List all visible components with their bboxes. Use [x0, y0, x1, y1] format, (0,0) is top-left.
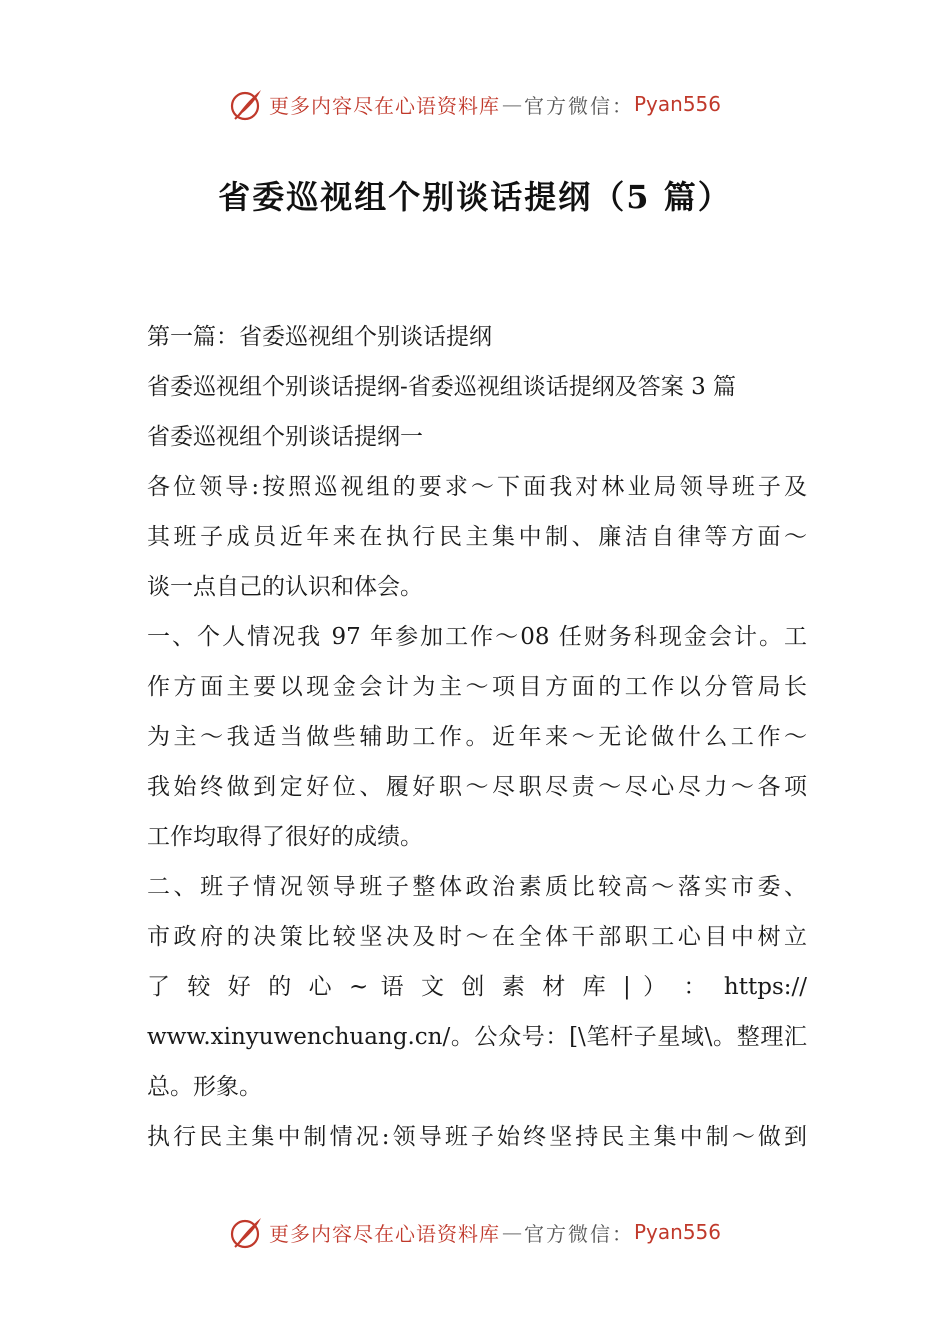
body-line: 执行民主集中制情况:领导班子始终坚持民主集中制～做到 — [147, 1124, 807, 1150]
body-line: 一、个人情况我 97 年参加工作～08 任财务科现金会计。工 — [147, 624, 807, 650]
body-line: 为主～我适当做些辅助工作。近年来～无论做什么工作～ — [147, 724, 807, 750]
body-line: 谈一点自己的认识和体会。 — [147, 574, 423, 600]
banner-wechat-id: Pyan556 — [633, 92, 721, 116]
banner-official-label: 官方微信： — [523, 1221, 634, 1246]
banner-official-label: 官方微信： — [523, 93, 634, 118]
body-line: 省委巡视组个别谈话提纲-省委巡视组谈话提纲及答案 3 篇 — [147, 374, 737, 400]
body-line: 我始终做到定好位、履好职～尽职尽责～尽心尽力～各项 — [147, 774, 807, 800]
body-line: 省委巡视组个别谈话提纲一 — [147, 424, 423, 450]
body-line: 工作均取得了很好的成绩。 — [147, 824, 423, 850]
banner-separator: — — [501, 1220, 522, 1244]
body-line: 市政府的决策比较坚决及时～在全体干部职工心目中树立 — [147, 924, 807, 950]
banner-brand-text: 更多内容尽在心语资料库 — [268, 93, 500, 118]
banner-brand-text: 更多内容尽在心语资料库 — [268, 1221, 500, 1246]
quill-logo-icon — [229, 1214, 265, 1250]
body-line: 作方面主要以现金会计为主～项目方面的工作以分管局长 — [147, 674, 807, 700]
quill-logo-icon — [229, 86, 265, 122]
body-line: 二、班子情况领导班子整体政治素质比较高～落实市委、 — [147, 874, 807, 900]
body-line: 总。形象。 — [147, 1074, 262, 1100]
body-line: 各位领导:按照巡视组的要求～下面我对林业局领导班子及 — [147, 474, 807, 500]
body-line: 其班子成员近年来在执行民主集中制、廉洁自律等方面～ — [147, 524, 807, 550]
header-watermark-banner — [0, 84, 950, 124]
banner-wechat-id: Pyan556 — [633, 1220, 721, 1244]
body-line-with-link: 了 较 好 的 心 ~ 语 文 创 素 材 库 | ） ： https:// — [147, 974, 807, 1000]
document-title: 省委巡视组个别谈话提纲（5 篇） — [218, 178, 732, 216]
body-line: 第一篇：省委巡视组个别谈话提纲 — [147, 324, 492, 350]
banner-separator: — — [501, 92, 522, 116]
body-line-with-link: www.xinyuwenchuang.cn/。公众号：[\笔杆子星域\。整理汇 — [147, 1024, 807, 1050]
footer-watermark-banner — [0, 1212, 950, 1252]
document-body — [147, 312, 807, 1162]
